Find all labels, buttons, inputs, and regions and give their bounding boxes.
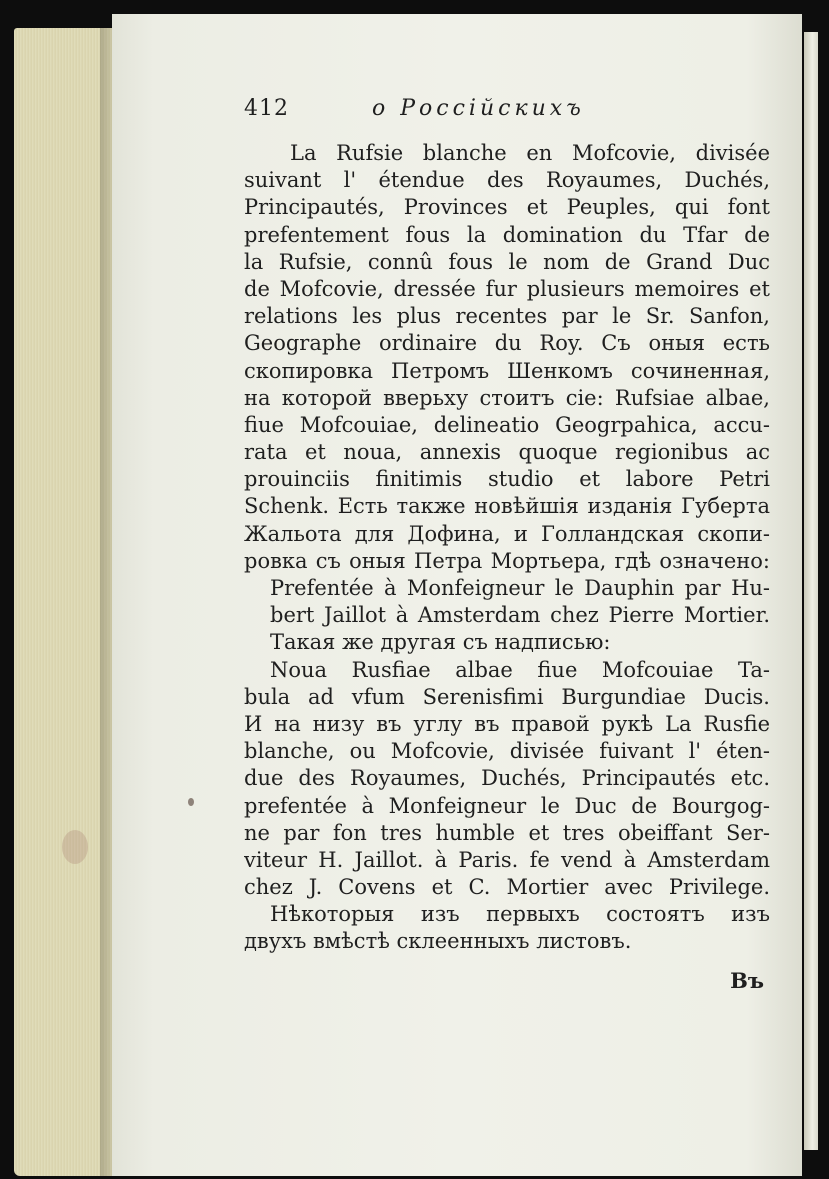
page-text <box>244 90 770 998</box>
footer <box>244 964 770 998</box>
text-line: Geographe ordinaire du Roy. Съ оныя есть <box>244 331 770 356</box>
page-header <box>244 90 770 126</box>
text-line: на которой вверьху стоитъ сіе: Rufsiae albae, <box>244 385 770 410</box>
text-line: prefentement fous la domination du Tfar de <box>244 222 770 247</box>
text-line: due des Royaumes, Duchés, Principautés etc. <box>244 766 770 791</box>
text-line: fiue Mofcouiae, delineatio Geogrpahica, accu- <box>244 412 770 437</box>
text-line: prouinciis finitimis studio et labore Petri <box>244 467 770 492</box>
text-line: Principautés, Provinces et Peuples, qui font <box>244 195 770 220</box>
text-line: Нѣкоторыя изъ первыхъ состоятъ изъ <box>270 902 770 927</box>
running-head: о Россійскихъ <box>372 96 585 121</box>
body-text <box>244 140 770 956</box>
foxing-stain <box>188 798 194 806</box>
text-line: prefentée à Monfeigneur le Duc de Bourgog- <box>244 793 770 818</box>
text-line: bert Jaillot à Amsterdam chez Pierre Mortier. <box>270 603 770 628</box>
text-line: Такая же другая съ надписью: <box>270 630 611 655</box>
text-line: скопировка Петромъ Шенкомъ сочиненная, <box>244 358 770 383</box>
text-line: de Mofcovie, dressée fur plusieurs memoires et <box>244 276 770 301</box>
text-line: Noua Rusfiae albae fiue Mofcouiae Ta- <box>270 657 770 682</box>
text-line: rata et noua, annexis quoque regionibus ac <box>244 440 770 465</box>
text-line: Жальота для Дофина, и Голландская скопи- <box>244 521 770 546</box>
page-number: 412 <box>244 96 289 121</box>
text-line: relations les plus recentes par le Sr. Sanfon, <box>244 304 770 329</box>
foxing-stain <box>62 830 88 864</box>
next-page-edge <box>804 32 818 1150</box>
text-line: La Rufsie blanche en Mofcovie, divisée <box>290 141 770 165</box>
text-line: И на низу въ углу въ правой рукѣ La Rusfie <box>244 711 770 736</box>
text-line: suivant l' étendue des Royaumes, Duchés, <box>244 168 770 193</box>
text-line: bula ad vfum Serenisfimi Burgundiae Ducis. <box>244 684 770 709</box>
catchword: Въ <box>730 967 764 993</box>
text-line: chez J. Covens et C. Mortier avec Privilege. <box>244 875 770 900</box>
text-line: ne par fon tres humble et tres obeiffant Ser- <box>244 820 770 845</box>
text-line: ровка съ оныя Петра Мортьера, гдѣ означено: <box>244 548 770 573</box>
text-line: viteur H. Jaillot. à Paris. fe vend à Amsterdam <box>244 847 770 872</box>
text-line: Schenk. Есть также новѣйшія изданія Губерта <box>244 494 770 519</box>
text-line: la Rufsie, connû fous le nom de Grand Duc <box>244 249 770 274</box>
text-line: Prefentée à Monfeigneur le Dauphin par Hu- <box>270 576 770 600</box>
page-edges <box>14 28 114 1176</box>
text-line: blanche, ou Mofcovie, divisée fuivant l' éten- <box>244 739 770 764</box>
text-line: двухъ вмѣстѣ склеенныхъ листовъ. <box>244 929 632 954</box>
